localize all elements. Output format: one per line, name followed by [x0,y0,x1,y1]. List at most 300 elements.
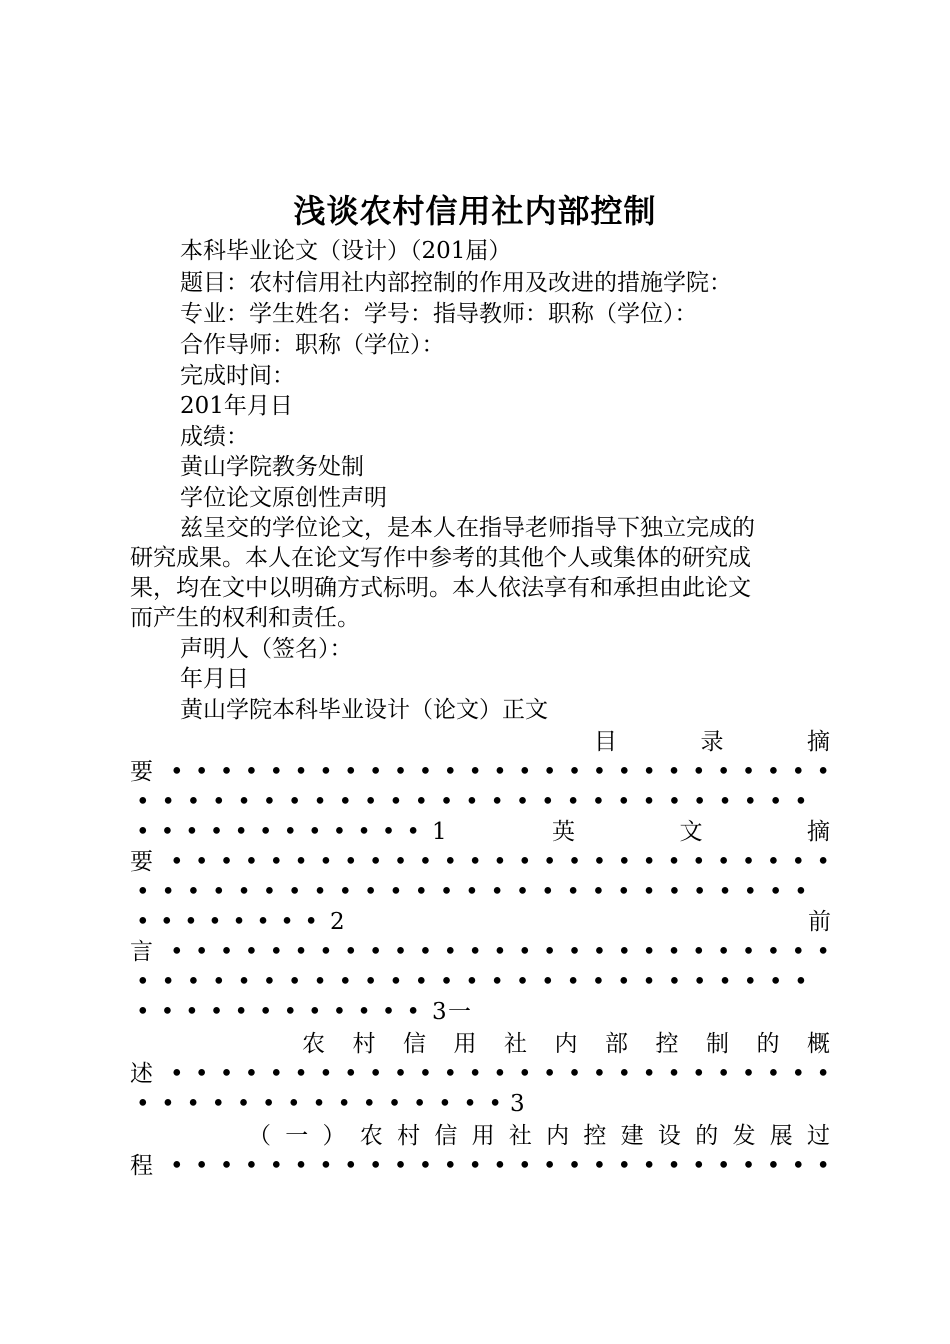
toc-entry-label: 要 [130,849,153,875]
leader-dot: • [741,1153,756,1179]
declaration-text-3: 果，均在文中以明确方式标明。本人依法享有和承担由此论文 [130,575,751,601]
leader-dot: • [287,1091,301,1117]
leader-dot: • [406,819,420,845]
leader-dot: • [211,1091,226,1117]
leader-dot: • [692,1061,706,1087]
leader-dot: • [518,939,532,965]
leader-dot: • [816,1153,830,1179]
leader-dot: • [443,849,458,875]
leader-dot: • [816,1061,830,1087]
toc-entry-label: 程 [130,1153,153,1179]
leader-dot: • [418,1061,433,1087]
toc-title-char: 的 [695,1123,719,1149]
leader-dot: • [468,759,482,785]
leader-dot: • [488,1091,502,1117]
leader-dot: • [692,879,707,905]
leader-dot: • [338,969,353,995]
leader-dot: • [743,969,758,995]
leader-dot: • [542,1153,557,1179]
toc-title-char: 农 [302,1031,325,1057]
leader-dot: • [363,789,378,815]
leader-dot: • [368,939,383,965]
leader-dot: • [261,1091,276,1117]
leader-dot: • [718,789,732,815]
leader-dot: • [406,999,420,1025]
leader-dot: • [468,939,482,965]
leader-dot: • [716,759,731,785]
toc-leader-dots [170,847,830,877]
leader-dot: • [741,849,756,875]
leader-dot: • [269,1061,284,1087]
leader-dot: • [465,879,479,905]
leader-dot: • [542,759,557,785]
leader-dot: • [542,849,557,875]
toc-heading-char: 录 [700,729,724,755]
leader-dot: • [161,969,175,995]
leader-dot: • [170,1153,184,1179]
leader-dot: • [287,789,302,815]
leader-dot: • [567,759,582,785]
leader-dot: • [592,939,607,965]
leader-dot: • [308,999,322,1025]
leader-dot: • [616,879,631,905]
leader-dot: • [490,879,504,905]
leader-dot: • [393,1061,408,1087]
leader-dot: • [642,849,656,875]
leader-dot: • [262,789,277,815]
leader-dot: • [393,759,408,785]
toc-entry-label: 言 [130,939,153,965]
leader-dot: • [332,999,347,1025]
leader-dot: • [515,879,530,905]
signature-date-line: 年月日 [180,666,249,692]
leader-dot: • [136,909,150,935]
major-line: 专业：学生姓名：学号：指导教师：职称（学位）： [180,301,698,327]
leader-dot: • [209,999,224,1025]
leader-dot: • [566,969,580,995]
leader-dot: • [332,819,347,845]
toc-leader-dots [136,997,420,1027]
leader-dot: • [443,759,458,785]
leader-dot: • [443,1061,458,1087]
thesis-type-line: 本科毕业论文（设计）（201届） [180,238,512,264]
toc-title-char: 社 [504,1031,527,1057]
signature-line: 声明人（签名）： [180,636,353,662]
leader-dot: • [716,939,731,965]
toc-leader-dots [136,967,808,997]
leader-dot: • [304,909,318,935]
leader-dot: • [642,939,656,965]
document-title: 浅谈农村信用社内部控制 [293,192,657,230]
leader-dot: • [490,789,504,815]
toc-title-char: 的 [756,1031,780,1057]
leader-dot: • [791,849,806,875]
toc-title-char: （ [248,1123,271,1149]
leader-dot: • [541,879,555,905]
leader-dot: • [518,849,532,875]
leader-dot: • [490,969,504,995]
leader-dot: • [194,759,209,785]
leader-dot: • [161,1091,175,1117]
leader-dot: • [741,759,756,785]
leader-dot: • [338,789,353,815]
leader-dot: • [591,789,606,815]
leader-dot: • [542,939,557,965]
leader-dot: • [617,1061,632,1087]
leader-dot: • [234,999,248,1025]
toc-leader-dots [136,1089,502,1119]
leader-dot: • [642,759,656,785]
leader-dot: • [567,939,582,965]
leader-dot: • [136,999,150,1025]
leader-dot: • [237,879,251,905]
leader-dot: • [236,1091,251,1117]
declaration-text-2: 研究成果。本人在论文写作中参考的其他个人或集体的研究成 [130,545,751,571]
toc-title-char: 村 [352,1031,376,1057]
toc-title-char: 过 [806,1123,830,1149]
leader-dot: • [515,969,530,995]
leader-dot: • [766,1153,781,1179]
leader-dot: • [768,789,783,815]
leader-dot: • [493,1061,507,1087]
leader-dot: • [389,969,403,995]
leader-dot: • [692,789,707,815]
leader-dot: • [357,999,371,1025]
leader-dot: • [515,789,530,815]
leader-dot: • [418,849,433,875]
leader-dot: • [244,759,259,785]
leader-dot: • [463,1091,477,1117]
leader-dot: • [344,759,358,785]
leader-dot: • [186,879,201,905]
leader-dot: • [439,879,454,905]
leader-dot: • [368,849,383,875]
leader-dot: • [591,879,606,905]
leader-dot: • [136,1091,150,1117]
leader-dot: • [667,879,682,905]
leader-dot: • [414,789,429,815]
leader-dot: • [368,1061,383,1087]
leader-dot: • [319,939,333,965]
leader-dot: • [244,1153,259,1179]
leader-dot: • [443,939,458,965]
leader-dot: • [319,1061,333,1087]
toc-title-char: 摘 [807,819,830,845]
toc-entry-label: 要 [130,759,153,785]
leader-dot: • [294,759,308,785]
leader-dot: • [244,939,259,965]
leader-dot: • [692,969,707,995]
leader-dot: • [313,969,327,995]
leader-dot: • [567,1153,582,1179]
leader-dot: • [319,849,333,875]
toc-title-char: 用 [453,1031,477,1057]
toc-page-number: 3 [432,999,447,1025]
leader-dot: • [393,1153,408,1179]
leader-dot: • [741,1061,756,1087]
leader-dot: • [692,849,706,875]
leader-dot: • [439,789,454,815]
leader-dot: • [794,789,808,815]
leader-dot: • [768,879,783,905]
leader-dot: • [219,849,234,875]
leader-dot: • [170,759,184,785]
leader-dot: • [414,879,429,905]
toc-entry-label: 述 [130,1061,153,1087]
leader-dot: • [319,759,333,785]
leader-dot: • [363,879,378,905]
leader-dot: • [718,969,732,995]
leader-dot: • [592,1153,607,1179]
leader-dot: • [465,789,479,815]
leader-dot: • [161,879,175,905]
leader-dot: • [541,789,555,815]
leader-dot: • [237,969,251,995]
toc-entry-title: 前 [808,909,831,935]
leader-dot: • [667,849,681,875]
leader-dot: • [468,1061,482,1087]
leader-dot: • [211,879,226,905]
toc-title-char: 控 [583,1123,607,1149]
leader-dot: • [493,849,507,875]
leader-dot: • [791,1061,806,1087]
leader-dot: • [389,879,403,905]
leader-dot: • [160,819,175,845]
toc-title-char: 制 [706,1031,729,1057]
leader-dot: • [567,849,582,875]
leader-dot: • [743,789,758,815]
leader-dot: • [791,1153,806,1179]
leader-dot: • [287,969,302,995]
leader-dot: • [692,759,706,785]
leader-dot: • [283,819,298,845]
leader-dot: • [716,849,731,875]
leader-dot: • [313,789,327,815]
leader-dot: • [567,1061,582,1087]
toc-heading-row [594,727,830,757]
leader-dot: • [465,969,479,995]
toc-page-number: 2 [330,909,345,935]
leader-dot: • [667,759,681,785]
leader-dot: • [237,789,251,815]
leader-dot: • [768,969,783,995]
leader-dot: • [269,759,284,785]
leader-dot: • [160,909,174,935]
leader-dot: • [566,789,580,815]
leader-dot: • [219,1153,234,1179]
leader-dot: • [185,999,199,1025]
leader-dot: • [208,909,222,935]
leader-dot: • [194,849,209,875]
leader-dot: • [280,909,294,935]
declaration-text-1: 兹呈交的学位论文，是本人在指导老师指导下独立完成的 [180,515,755,541]
leader-dot: • [414,969,429,995]
leader-dot: • [136,789,150,815]
leader-dot: • [136,819,150,845]
leader-dot: • [439,969,454,995]
leader-dot: • [692,1153,706,1179]
leader-dot: • [185,819,199,845]
leader-dot: • [541,969,555,995]
leader-dot: • [741,939,756,965]
leader-dot: • [617,1153,632,1179]
leader-dot: • [667,969,682,995]
leader-dot: • [368,759,383,785]
leader-dot: • [592,1061,607,1087]
leader-dot: • [816,939,830,965]
leader-dot: • [592,849,607,875]
toc-entry-title [302,1029,830,1059]
toc-title-char: 概 [807,1031,830,1057]
leader-dot: • [283,999,298,1025]
leader-dot: • [791,759,806,785]
leader-dot: • [617,849,632,875]
leader-dot: • [468,849,482,875]
leader-dot: • [642,1153,656,1179]
leader-dot: • [716,1153,731,1179]
toc-heading-char: 目 [594,729,617,755]
leader-dot: • [381,819,396,845]
leader-dot: • [337,1091,351,1117]
leader-dot: • [418,939,433,965]
toc-title-char: 信 [403,1031,426,1057]
leader-dot: • [794,879,808,905]
leader-dot: • [716,1061,731,1087]
toc-title-char: 信 [434,1123,458,1149]
leader-dot: • [186,1091,200,1117]
toc-page-number: 3 [510,1091,525,1117]
toc-page-number: 1 [432,819,447,845]
leader-dot: • [269,849,284,875]
leader-dot: • [319,1153,333,1179]
declaration-heading: 学位论文原创性声明 [180,485,387,511]
leader-dot: • [642,789,656,815]
toc-title-char: ） [322,1123,346,1149]
toc-title-char: 内 [546,1123,570,1149]
leader-dot: • [209,819,224,845]
leader-dot: • [493,1153,507,1179]
toc-title-char: 部 [605,1031,628,1057]
leader-dot: • [312,1091,326,1117]
toc-title-char: 文 [679,819,703,845]
leader-dot: • [616,969,631,995]
completion-time-line: 完成时间： [180,363,295,389]
leader-dot: • [184,909,198,935]
toc-leader-dots [170,1059,830,1089]
toc-entry-title [552,817,830,847]
leader-dot: • [244,849,259,875]
leader-dot: • [794,969,808,995]
toc-title-char: 用 [471,1123,495,1149]
leader-dot: • [518,1153,532,1179]
co-advisor-line: 合作导师：职称（学位）： [180,332,445,358]
leader-dot: • [287,879,302,905]
topic-line: 题目：农村信用社内部控制的作用及改进的措施学院： [180,270,732,296]
leader-dot: • [313,879,327,905]
leader-dot: • [518,1061,532,1087]
leader-dot: • [308,819,322,845]
leader-dot: • [743,879,758,905]
toc-leader-dots [136,817,420,847]
leader-dot: • [186,969,201,995]
leader-dot: • [186,789,201,815]
leader-dot: • [232,909,246,935]
leader-dot: • [393,939,408,965]
leader-dot: • [766,1061,781,1087]
leader-dot: • [542,1061,557,1087]
leader-dot: • [468,1153,482,1179]
leader-dot: • [438,1091,452,1117]
leader-dot: • [211,969,226,995]
leader-dot: • [194,1153,209,1179]
leader-dot: • [194,939,209,965]
leader-dot: • [592,759,607,785]
leader-dot: • [219,1061,234,1087]
leader-dot: • [412,1091,427,1117]
leader-dot: • [591,969,606,995]
leader-dot: • [294,849,308,875]
leader-dot: • [357,819,371,845]
body-header-line: 黄山学院本科毕业设计（论文）正文 [180,697,548,723]
toc-title-char: 英 [552,819,575,845]
leader-dot: • [294,1061,308,1087]
leader-dot: • [219,939,234,965]
leader-dot: • [344,1153,358,1179]
toc-title-char: 农 [359,1123,383,1149]
toc-title-char: 内 [554,1031,578,1057]
leader-dot: • [262,879,277,905]
leader-dot: • [368,1153,383,1179]
leader-dot: • [338,879,353,905]
leader-dot: • [667,939,681,965]
leader-dot: • [258,999,273,1025]
leader-dot: • [816,849,830,875]
leader-dot: • [766,939,781,965]
toc-leader-dots [136,907,318,937]
toc-title-char: 设 [657,1123,681,1149]
leader-dot: • [381,999,396,1025]
leader-dot: • [294,939,308,965]
leader-dot: • [667,1061,681,1087]
toc-title-char: 社 [508,1123,532,1149]
leader-dot: • [766,849,781,875]
leader-dot: • [244,1061,259,1087]
toc-title-char: 村 [397,1123,421,1149]
leader-dot: • [718,879,732,905]
toc-title-char: 控 [655,1031,679,1057]
toc-title-char: 一 [285,1123,309,1149]
toc-title-char: 建 [620,1123,644,1149]
date-line: 201年月日 [180,393,293,419]
leader-dot: • [262,969,277,995]
leader-dot: • [518,759,532,785]
toc-leader-dots [170,757,830,787]
leader-dot: • [418,1153,433,1179]
leader-dot: • [616,789,631,815]
leader-dot: • [816,759,830,785]
grade-line: 成绩： [180,424,249,450]
toc-leader-dots [170,1151,830,1181]
toc-section-number: 一 [448,999,471,1025]
leader-dot: • [389,789,403,815]
leader-dot: • [642,1061,656,1087]
leader-dot: • [170,849,184,875]
leader-dot: • [566,879,580,905]
toc-leader-dots [136,877,808,907]
leader-dot: • [269,1153,284,1179]
leader-dot: • [170,939,184,965]
leader-dot: • [256,909,270,935]
